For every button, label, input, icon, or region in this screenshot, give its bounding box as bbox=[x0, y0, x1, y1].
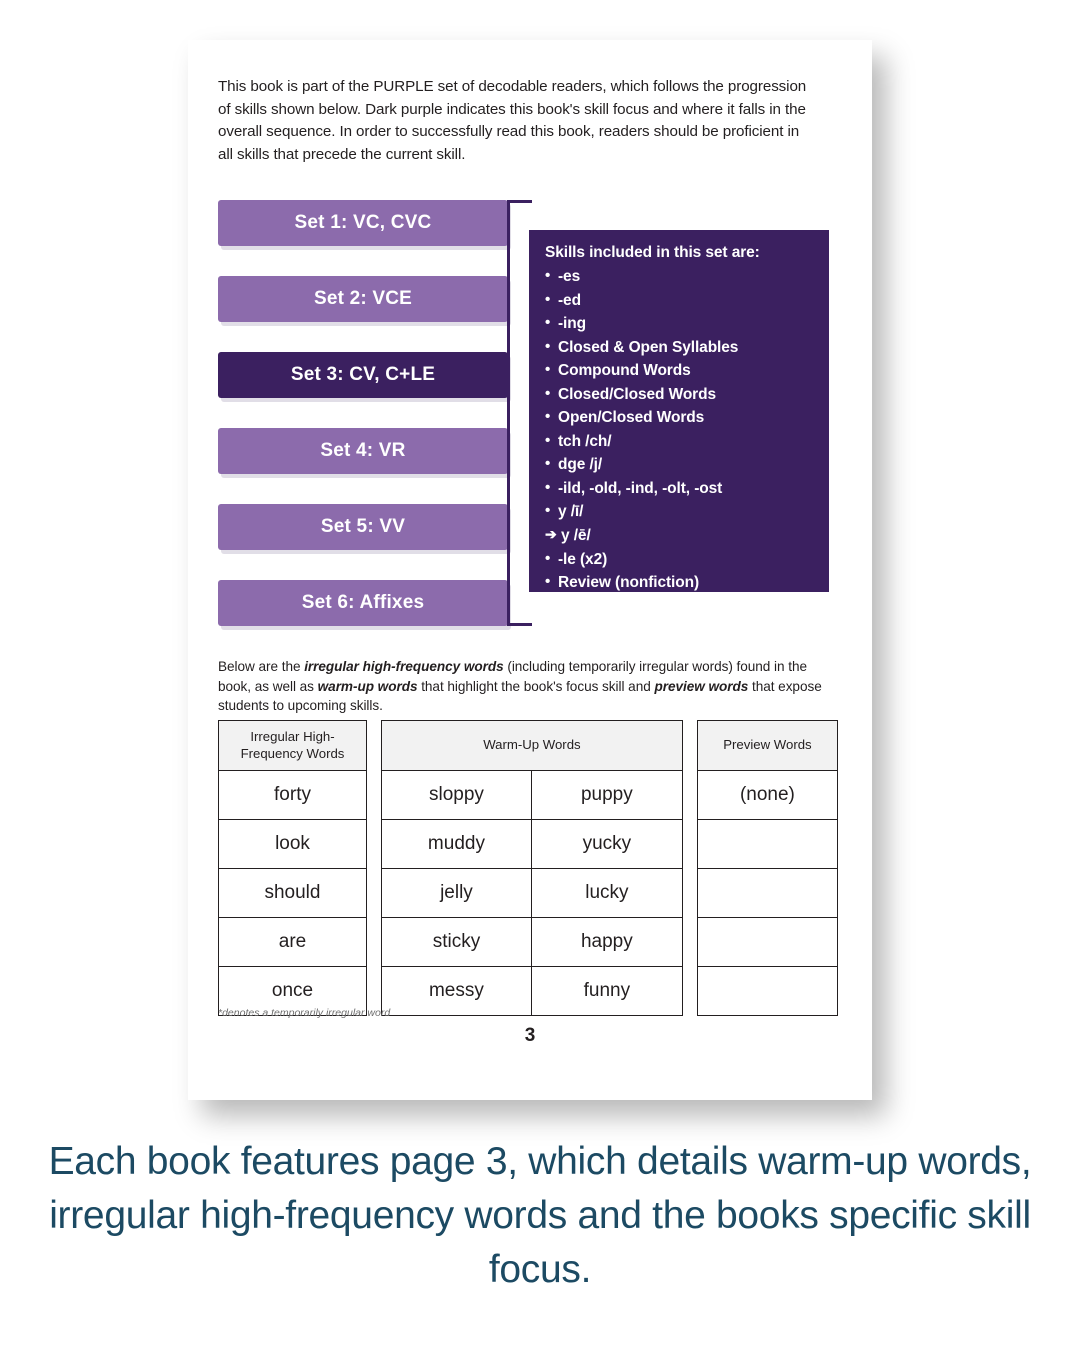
skill-item bbox=[545, 500, 813, 524]
set-bar-4[interactable] bbox=[218, 428, 508, 474]
footnote: *denotes a temporarily irregular word bbox=[218, 1007, 391, 1019]
bullet-icon: • bbox=[545, 290, 551, 308]
skill-item bbox=[545, 359, 813, 383]
set-bar-1[interactable] bbox=[218, 200, 508, 246]
skill-item-label: -ed bbox=[558, 291, 581, 309]
warmup-word-cell: puppy bbox=[580, 784, 633, 805]
skill-item-label: y /ī/ bbox=[558, 503, 584, 521]
preview-word-cell bbox=[698, 869, 837, 917]
bullet-icon: • bbox=[545, 337, 551, 355]
table-row bbox=[219, 820, 366, 869]
skill-item bbox=[545, 383, 813, 407]
warmup-words-header: Warm-Up Words bbox=[382, 721, 682, 771]
irregular-word-cell: are bbox=[278, 931, 307, 952]
warmup-word-cell: sticky bbox=[382, 918, 532, 966]
warmup-words-table bbox=[381, 720, 683, 1016]
skill-item bbox=[545, 571, 813, 595]
bullet-icon: • bbox=[545, 408, 551, 426]
words-intro-em2: warm-up words bbox=[317, 678, 418, 694]
set-bar-3-current[interactable] bbox=[218, 352, 508, 398]
table-row bbox=[698, 869, 837, 918]
bullet-icon: • bbox=[545, 314, 551, 332]
skill-item-label: -es bbox=[558, 268, 581, 285]
set-bar-5-label: Set 5: VV bbox=[320, 516, 406, 537]
skill-item-label: dge /j/ bbox=[558, 456, 603, 474]
bullet-icon: • bbox=[545, 267, 551, 284]
word-tables bbox=[218, 720, 838, 1016]
skill-item bbox=[545, 548, 813, 572]
skill-progression-list bbox=[218, 200, 508, 656]
skill-item-label: Compound Words bbox=[558, 362, 691, 380]
table-row bbox=[698, 918, 837, 967]
skill-item bbox=[545, 406, 813, 430]
skills-box-title: Skills included in this set are: bbox=[545, 244, 760, 261]
skill-item bbox=[545, 524, 813, 548]
irregular-word-cell: should bbox=[264, 882, 321, 903]
preview-words-table bbox=[697, 720, 838, 1016]
skill-item-label: -le (x2) bbox=[558, 550, 608, 568]
set-bar-5[interactable] bbox=[218, 504, 508, 550]
warmup-word-cell: lucky bbox=[585, 882, 629, 903]
skill-item bbox=[545, 289, 813, 313]
bullet-icon: • bbox=[545, 549, 551, 567]
set-bar-2-label: Set 2: VCE bbox=[313, 288, 413, 309]
skill-item bbox=[545, 265, 813, 289]
skill-item-label: -ing bbox=[558, 315, 587, 333]
set-bar-6[interactable] bbox=[218, 580, 508, 626]
set-bar-1-label: Set 1: VC, CVC bbox=[294, 212, 432, 233]
table-row bbox=[698, 967, 837, 1015]
words-intro-part1: Below are the bbox=[218, 659, 305, 674]
skill-item bbox=[545, 312, 813, 336]
skill-item-label: y /ē/ bbox=[561, 527, 591, 545]
bullet-icon: • bbox=[545, 502, 551, 520]
table-row bbox=[382, 918, 682, 967]
page-number: 3 bbox=[524, 1025, 536, 1046]
warmup-word-cell: yucky bbox=[582, 833, 632, 854]
table-row bbox=[219, 869, 366, 918]
warmup-word-cell: messy bbox=[382, 967, 532, 1015]
warmup-word-cell: jelly bbox=[382, 869, 532, 917]
skill-item-label: tch /ch/ bbox=[558, 432, 612, 450]
warmup-word-cell: muddy bbox=[382, 820, 532, 868]
preview-word-cell: (none) bbox=[739, 784, 795, 805]
set-bar-6-label: Set 6: Affixes bbox=[301, 592, 425, 613]
skill-item bbox=[545, 477, 813, 501]
warmup-word-cell: sloppy bbox=[382, 771, 532, 819]
words-intro-part3: that highlight the book's focus skill and bbox=[417, 678, 655, 694]
skill-item-label: Closed/Closed Words bbox=[558, 385, 717, 403]
irregular-word-cell: forty bbox=[274, 784, 311, 805]
irregular-word-cell: once bbox=[271, 980, 314, 1001]
skills-included-box bbox=[529, 230, 829, 592]
warmup-word-cell: funny bbox=[583, 980, 631, 1001]
set-bar-3-label: Set 3: CV, C+LE bbox=[290, 364, 436, 385]
bullet-icon: • bbox=[545, 455, 551, 473]
irregular-words-table bbox=[218, 720, 367, 1016]
skill-item-label: -ild, -old, -ind, -olt, -ost bbox=[558, 479, 723, 497]
preview-word-cell bbox=[698, 967, 837, 1015]
skills-list bbox=[545, 265, 813, 595]
caption-text: Each book features page 3, which details warm-up words, irregular high-frequency words and the books specific skill focus. bbox=[48, 1140, 1032, 1291]
set-bar-4-label: Set 4: VR bbox=[320, 440, 406, 461]
warmup-word-cell: happy bbox=[580, 931, 633, 952]
table-row bbox=[219, 918, 366, 967]
table-row bbox=[382, 820, 682, 869]
table-row bbox=[382, 869, 682, 918]
words-intro-em1: irregular high-frequency words bbox=[304, 659, 504, 674]
book-page-sheet bbox=[188, 40, 872, 1100]
words-intro-paragraph bbox=[218, 657, 833, 716]
bullet-icon: • bbox=[545, 431, 551, 449]
table-row bbox=[698, 771, 837, 820]
set-bar-2[interactable] bbox=[218, 276, 508, 322]
arrow-icon: ➔ bbox=[545, 526, 557, 543]
bullet-icon: • bbox=[545, 361, 551, 379]
skill-item bbox=[545, 336, 813, 360]
skill-item bbox=[545, 453, 813, 477]
table-row bbox=[219, 771, 366, 820]
skill-item-label: Open/Closed Words bbox=[558, 409, 705, 427]
words-intro-em3: preview words bbox=[654, 678, 749, 694]
skill-item bbox=[545, 430, 813, 454]
table-row bbox=[382, 771, 682, 820]
bullet-icon: • bbox=[545, 384, 551, 402]
irregular-words-header: Irregular High-Frequency Words bbox=[219, 721, 366, 771]
skill-item-label: Review (nonfiction) bbox=[558, 574, 700, 592]
intro-paragraph: This book is part of the PURPLE set of decodable readers, which follows the progression of skills shown below. Dark purple indicates this book's skill focus and where it falls in the overall sequence. In order to successfully read this book, readers should be proficient in all skills that precede the current skill. bbox=[218, 78, 807, 163]
irregular-word-cell: look bbox=[275, 833, 310, 854]
preview-word-cell bbox=[698, 918, 837, 966]
skill-item-label: Closed & Open Syllables bbox=[558, 338, 739, 356]
bullet-icon: • bbox=[545, 478, 551, 496]
words-intro-part4: that expose students to upcoming skills. bbox=[218, 678, 822, 714]
preview-word-cell bbox=[698, 820, 837, 868]
preview-words-header: Preview Words bbox=[698, 721, 837, 771]
table-row bbox=[698, 820, 837, 869]
table-row bbox=[382, 967, 682, 1015]
bullet-icon: • bbox=[545, 573, 551, 591]
words-intro-part2: (including temporarily irregular words) found in the book, as well as bbox=[218, 659, 807, 694]
